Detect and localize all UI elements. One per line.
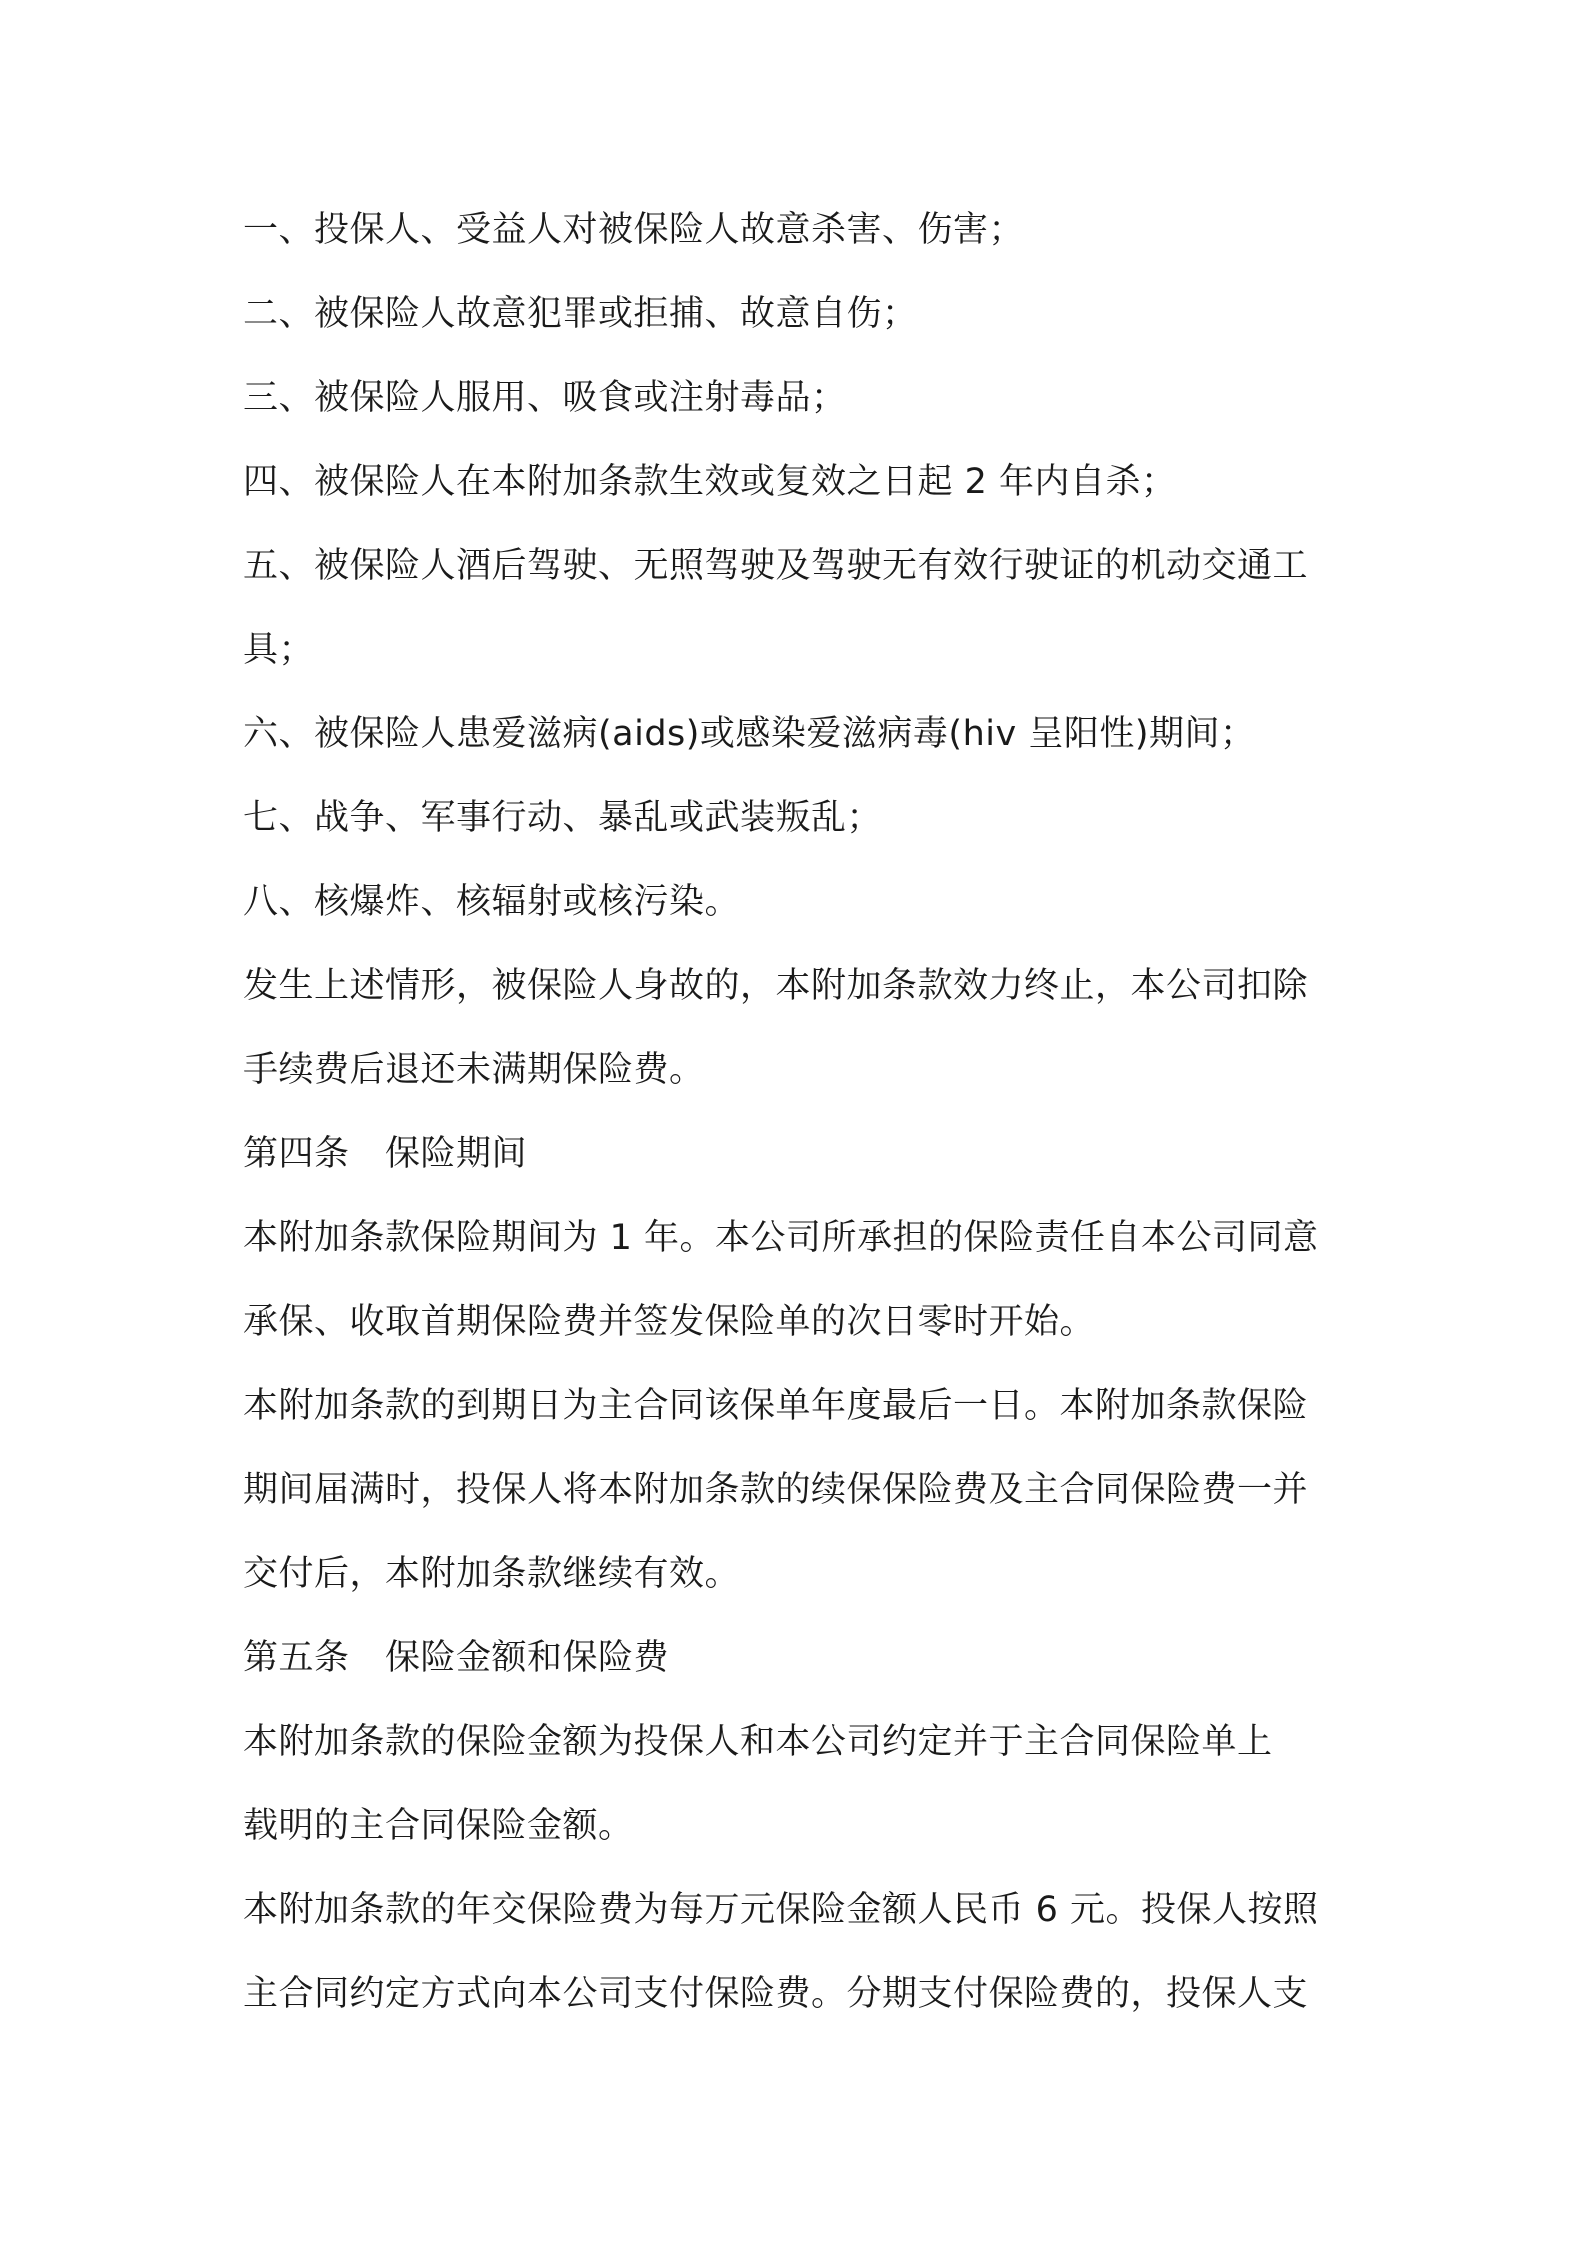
exclusion-item-3: 三、被保险人服用、吸食或注射毒品； [243, 378, 847, 418]
paragraph-line: 本附加条款保险期间为 1 年。本公司所承担的保险责任自本公司同意 [243, 1218, 1319, 1258]
paragraph-line: 本附加条款的到期日为主合同该保单年度最后一日。本附加条款保险 [243, 1386, 1309, 1426]
exclusion-item-7: 七、战争、军事行动、暴乱或武装叛乱； [243, 798, 883, 838]
document-body [243, 188, 1353, 2036]
paragraph-line: 主合同约定方式向本公司支付保险费。分期支付保险费的，投保人支 [243, 1974, 1309, 2014]
exclusion-item-5: 五、被保险人酒后驾驶、无照驾驶及驾驶无有效行驶证的机动交通工 [243, 546, 1309, 586]
paragraph-line: 发生上述情形，被保险人身故的，本附加条款效力终止，本公司扣除 [243, 966, 1309, 1006]
paragraph-line: 承保、收取首期保险费并签发保险单的次日零时开始。 [243, 1302, 1096, 1342]
exclusion-item-1: 一、投保人、受益人对被保险人故意杀害、伤害； [243, 210, 1025, 250]
exclusion-item-2: 二、被保险人故意犯罪或拒捕、故意自伤； [243, 294, 918, 334]
exclusion-item-6: 六、被保险人患爱滋病(aids)或感染爱滋病毒(hiv 呈阳性)期间； [243, 714, 1256, 754]
exclusion-item-4: 四、被保险人在本附加条款生效或复效之日起 2 年内自杀； [243, 462, 1177, 502]
paragraph-line: 期间届满时，投保人将本附加条款的续保保险费及主合同保险费一并 [243, 1470, 1309, 1510]
paragraph-line: 交付后，本附加条款继续有效。 [243, 1554, 741, 1594]
paragraph-line: 载明的主合同保险金额。 [243, 1806, 634, 1846]
paragraph-line: 手续费后退还未满期保险费。 [243, 1050, 705, 1090]
paragraph-line: 本附加条款的年交保险费为每万元保险金额人民币 6 元。投保人按照 [243, 1890, 1319, 1930]
section-heading-article-5: 第五条 保险金额和保险费 [243, 1638, 670, 1678]
paragraph-line: 本附加条款的保险金额为投保人和本公司约定并于主合同保险单上 [243, 1722, 1273, 1762]
exclusion-item-5-continued: 具； [243, 630, 315, 670]
section-heading-article-4: 第四条 保险期间 [243, 1134, 528, 1174]
exclusion-item-8: 八、核爆炸、核辐射或核污染。 [243, 882, 741, 922]
